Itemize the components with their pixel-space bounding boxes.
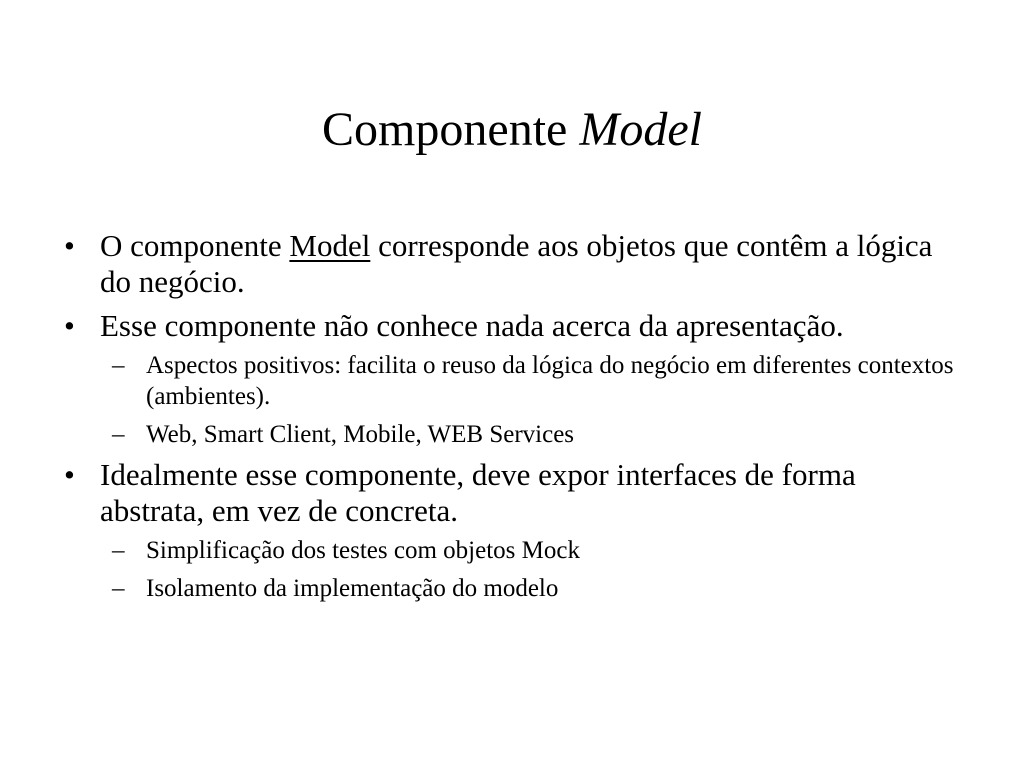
subitem-2-1 xyxy=(64,350,964,412)
dash-marker: – xyxy=(112,575,125,602)
bullet-text-after: corresponde aos objetos que contêm a lógica do negócio. xyxy=(100,228,933,299)
dash-marker: – xyxy=(112,537,125,564)
dash-marker: – xyxy=(112,421,125,448)
subitem-3-1 xyxy=(64,535,964,566)
slide-body xyxy=(64,228,964,611)
slide-title xyxy=(0,100,1024,160)
subitem-text: Web, Smart Client, Mobile, WEB Services xyxy=(146,421,575,448)
subitem-3-2 xyxy=(64,573,964,604)
bullet-marker: • xyxy=(64,308,75,343)
bullet-text-before: O componente xyxy=(100,228,290,263)
subitem-text: Aspectos positivos: facilita o reuso da lógica do negócio em diferentes contextos (ambientes). xyxy=(146,352,954,410)
bullet-item-1 xyxy=(64,228,964,300)
bullet-text: Esse componente não conhece nada acerca da apresentação. xyxy=(100,308,844,343)
subitem-list-3 xyxy=(64,535,964,604)
subitem-list-2 xyxy=(64,350,964,450)
subitem-text: Isolamento da implementação do modelo xyxy=(146,575,559,602)
title-italic: Model xyxy=(579,103,702,156)
bullet-marker: • xyxy=(64,457,75,492)
subitem-text: Simplificação dos testes com objetos Mock xyxy=(146,537,580,564)
subitem-2-2 xyxy=(64,419,964,450)
bullet-text: Idealmente esse componente, deve expor interfaces de forma abstrata, em vez de concreta. xyxy=(100,457,856,528)
bullet-marker: • xyxy=(64,228,75,263)
dash-marker: – xyxy=(112,352,125,379)
bullet-text-underlined: Model xyxy=(289,228,371,263)
title-plain: Componente xyxy=(322,103,580,156)
bullet-item-2 xyxy=(64,308,964,344)
bullet-item-3 xyxy=(64,457,964,529)
